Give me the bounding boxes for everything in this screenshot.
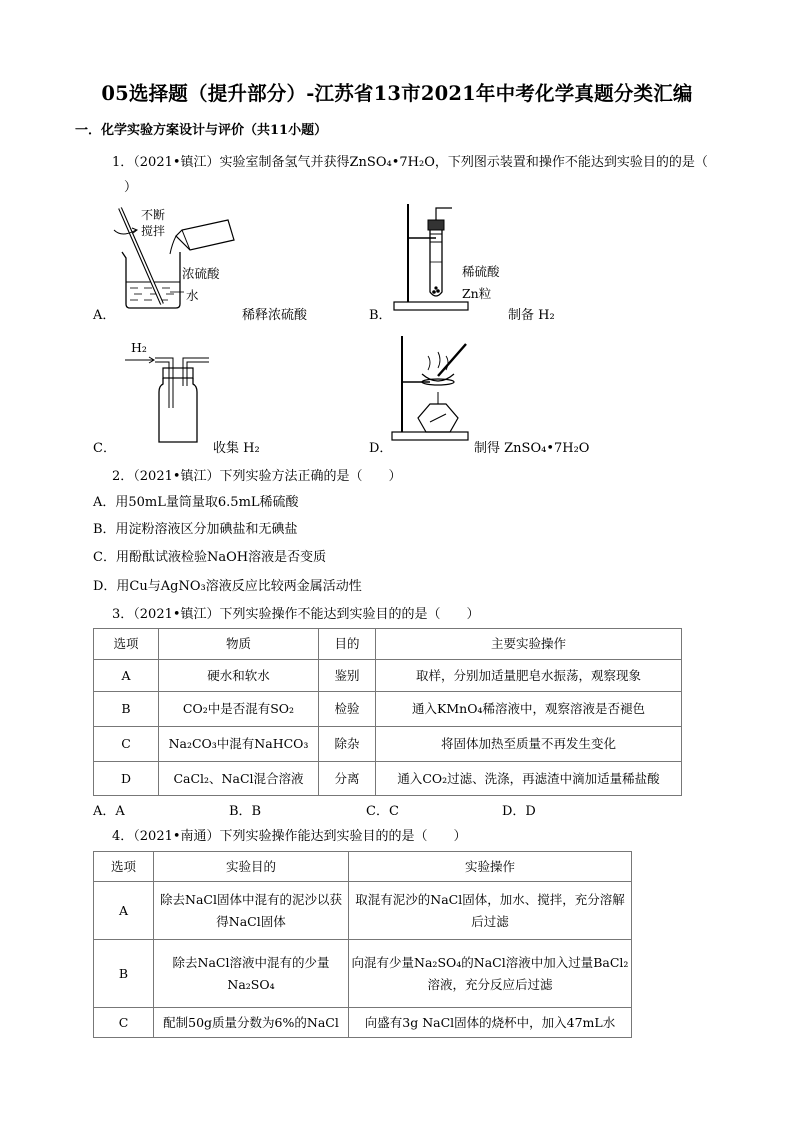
q3-answer-b: B．B bbox=[229, 804, 262, 819]
table-row bbox=[94, 762, 682, 796]
q4-cell: 向混有少量Na₂SO₄的NaCl溶液中加入过量BaCl₂溶液，充分反应后过滤 bbox=[349, 940, 632, 1008]
q3-header: 目的 bbox=[319, 629, 376, 660]
q4-cell: 向盛有3g NaCl固体的烧杯中，加入47mL水 bbox=[349, 1008, 632, 1038]
q4-stem: 4．（2021•南通）下列实验操作能达到实验目的的是（ ） bbox=[112, 829, 467, 844]
q3-answer-c: C．C bbox=[366, 804, 399, 819]
figure-d-diagram bbox=[390, 332, 480, 446]
q4-header: 选项 bbox=[94, 852, 154, 882]
table-row bbox=[94, 882, 632, 940]
q3-cell: CaCl₂、NaCl混合溶液 bbox=[159, 762, 319, 796]
figure-a-label-stir: 不断 bbox=[141, 208, 166, 222]
figure-c-label-gas: H₂ bbox=[131, 340, 147, 355]
q3-cell: 硬水和软水 bbox=[159, 660, 319, 692]
q3-cell: 通入KMnO₄稀溶液中，观察溶液是否褪色 bbox=[376, 692, 682, 727]
q3-cell: 通入CO₂过滤、洗涤，再滤渣中滴加适量稀盐酸 bbox=[376, 762, 682, 796]
table-row bbox=[94, 660, 682, 692]
q3-cell: 将固体加热至质量不再发生变化 bbox=[376, 727, 682, 762]
q4-cell: 配制50g质量分数为6%的NaCl bbox=[154, 1008, 349, 1038]
q3-cell: 取样，分别加适量肥皂水振荡，观察现象 bbox=[376, 660, 682, 692]
figure-b-label-zn: Zn粒 bbox=[462, 286, 492, 301]
figure-a-label-water: 水 bbox=[186, 288, 199, 303]
q2-option-a: A．用50mL量筒量取6.5mL稀硫酸 bbox=[93, 495, 299, 510]
q4-header: 实验目的 bbox=[154, 852, 349, 882]
q4-cell: C bbox=[94, 1008, 154, 1038]
figure-a-letter: A． bbox=[93, 308, 116, 323]
q3-cell: A bbox=[94, 660, 159, 692]
q2-stem: 2．（2021•镇江）下列实验方法正确的是（ ） bbox=[112, 469, 402, 484]
q4-table bbox=[93, 851, 632, 1038]
q4-cell: A bbox=[94, 882, 154, 940]
table-row bbox=[94, 940, 632, 1008]
q3-cell: 检验 bbox=[319, 692, 376, 727]
q4-cell: 除去NaCl固体中混有的泥沙以获得NaCl固体 bbox=[154, 882, 349, 940]
q4-cell: B bbox=[94, 940, 154, 1008]
figure-b-label-acid: 稀硫酸 bbox=[462, 264, 500, 279]
figure-a-diagram bbox=[110, 200, 260, 315]
q3-header: 物质 bbox=[159, 629, 319, 660]
q2-option-b: B．用淀粉溶液区分加碘盐和无碘盐 bbox=[93, 522, 298, 537]
q3-cell: D bbox=[94, 762, 159, 796]
q3-stem: 3．（2021•镇江）下列实验操作不能达到实验目的的是（ ） bbox=[112, 607, 480, 622]
q3-answer-d: D．D bbox=[502, 804, 536, 819]
q3-header: 选项 bbox=[94, 629, 159, 660]
q3-cell: Na₂CO₃中混有NaHCO₃ bbox=[159, 727, 319, 762]
q3-table bbox=[93, 628, 682, 796]
figure-a-caption: 稀释浓硫酸 bbox=[242, 308, 308, 323]
figure-a-label-acid: 浓硫酸 bbox=[182, 266, 220, 281]
figure-c-caption: 收集 H₂ bbox=[213, 441, 260, 456]
q3-cell: B bbox=[94, 692, 159, 727]
q2-option-d: D．用Cu与AgNO₃溶液反应比较两金属活动性 bbox=[93, 579, 362, 594]
q4-cell: 取混有泥沙的NaCl固体，加水、搅拌，充分溶解后过滤 bbox=[349, 882, 632, 940]
table-row bbox=[94, 692, 682, 727]
table-row bbox=[94, 1008, 632, 1038]
q3-cell: 分离 bbox=[319, 762, 376, 796]
q3-cell: CO₂中是否混有SO₂ bbox=[159, 692, 319, 727]
q2-option-c: C．用酚酞试液检验NaOH溶液是否变质 bbox=[93, 550, 327, 565]
table-row bbox=[94, 727, 682, 762]
figure-d-letter: D． bbox=[369, 441, 393, 456]
q4-header: 实验操作 bbox=[349, 852, 632, 882]
figure-b-caption: 制备 H₂ bbox=[508, 308, 555, 323]
q1-stem: 1．（2021•镇江）实验室制备氢气并获得ZnSO₄•7H₂O，下列图示装置和操作不能达到实验目的的是（ bbox=[112, 155, 708, 170]
figure-d-caption: 制得 ZnSO₄•7H₂O bbox=[474, 441, 590, 456]
q3-header: 主要实验操作 bbox=[376, 629, 682, 660]
q3-cell: 除杂 bbox=[319, 727, 376, 762]
q3-cell: C bbox=[94, 727, 159, 762]
figure-b-letter: B． bbox=[369, 308, 392, 323]
section-heading: 一．化学实验方案设计与评价（共11小题） bbox=[75, 123, 328, 138]
q1-stem-close: ） bbox=[124, 180, 138, 195]
page-title: 05选择题（提升部分）-江苏省13市2021年中考化学真题分类汇编 bbox=[101, 82, 693, 105]
q4-cell: 除去NaCl溶液中混有的少量Na₂SO₄ bbox=[154, 940, 349, 1008]
q3-answer-a: A．A bbox=[93, 804, 125, 819]
figure-c-letter: C． bbox=[93, 441, 116, 456]
q3-cell: 鉴别 bbox=[319, 660, 376, 692]
figure-a-label-stir2: 搅拌 bbox=[141, 224, 166, 238]
